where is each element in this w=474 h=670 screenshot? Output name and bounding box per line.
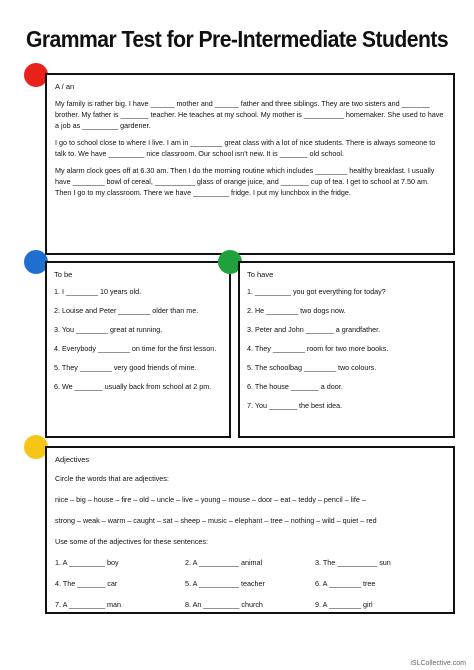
list-item: 2. Louise and Peter ________ older than me. — [54, 306, 199, 315]
list-item: 1. _________ you got everything for today? — [247, 287, 386, 296]
list-item: 5. They ________ very good friends of mine. — [54, 363, 197, 372]
section-a-an — [45, 73, 455, 255]
section-adjectives — [45, 446, 455, 614]
paragraph: My alarm clock goes off at 6.30 am. Then I do the morning routine which includes ________ healthy breakfast. I usually have ________ bowl of cereal, __________ glass of orange juice, and _______ cup of tea. I get to school at 7.50 am. Then I go to my classroom. There we have _________ fridge. I put my lunchbox in the fridge. — [55, 166, 435, 197]
section-heading: A / an — [55, 82, 75, 91]
list-item: 2. He ________ two dogs now. — [247, 306, 346, 315]
sentence: 5. A __________ teacher — [185, 579, 265, 588]
instruction: Circle the words that are adjectives: — [55, 474, 169, 483]
list-item: 1. I ________ 10 years old. — [54, 287, 142, 296]
sentence: 1. A _________ boy — [55, 558, 119, 567]
word-list: strong – weak – warm – caught – sat – sheep – music – elephant – tree – nothing – wild – quiet – red — [55, 516, 377, 525]
section-heading: To have — [247, 270, 274, 279]
watermark: iSLCollective.com — [410, 660, 466, 667]
paragraph: I go to school close to where I live. I am in ________ great class with a lot of nice students. There is always someone to talk to. We have _________ nice classroom. Our school isn't new. It is _______ old school. — [55, 138, 436, 158]
list-item: 3. Peter and John _______ a grandfather. — [247, 325, 381, 334]
paragraph: My family is rather big. I have ______ mother and ______ father and three siblings. They are two sisters and _______ brother. My father is _______ teacher. He teaches at my school. My mother is __________ homemaker. She used to have a job as _________ gardener. — [55, 99, 444, 130]
list-item: 6. We _______ usually back from school at 2 pm. — [54, 382, 212, 391]
sentence-row — [55, 557, 445, 568]
list-item: 4. They ________ room for two more books. — [247, 344, 389, 353]
list-item: 5. The schoolbag ________ two colours. — [247, 363, 377, 372]
list-item: 4. Everybody ________ on time for the first lesson. — [54, 344, 217, 353]
sentence: 3. The __________ sun — [315, 558, 391, 567]
sentence: 4. The _______ car — [55, 579, 118, 588]
page-title: Grammar Test for Pre-Intermediate Students — [25, 26, 449, 52]
sentence-row — [55, 578, 445, 589]
sentence: 6. A ________ tree — [315, 579, 376, 588]
list-item: 3. You ________ great at running. — [54, 325, 163, 334]
section-to-have — [238, 261, 455, 438]
word-list: nice – big – house – fire – old – uncle – live – young – mouse – door – eat – teddy – pencil – life – — [55, 495, 366, 504]
sentence: 9. A ________ girl — [315, 600, 373, 609]
list-item: 7. You _______ the best idea. — [247, 401, 343, 410]
instruction: Use some of the adjectives for these sentences: — [55, 537, 209, 546]
section-to-be — [45, 261, 231, 438]
list-item: 6. The house _______ a door. — [247, 382, 343, 391]
sentence: 8. An _________ church — [185, 600, 263, 609]
sentence: 7. A _________ man — [55, 600, 121, 609]
section-heading: To be — [54, 270, 73, 279]
sentence: 2. A __________ animal — [185, 558, 263, 567]
section-heading: Adjectives — [55, 455, 90, 464]
sentence-row — [55, 599, 445, 610]
